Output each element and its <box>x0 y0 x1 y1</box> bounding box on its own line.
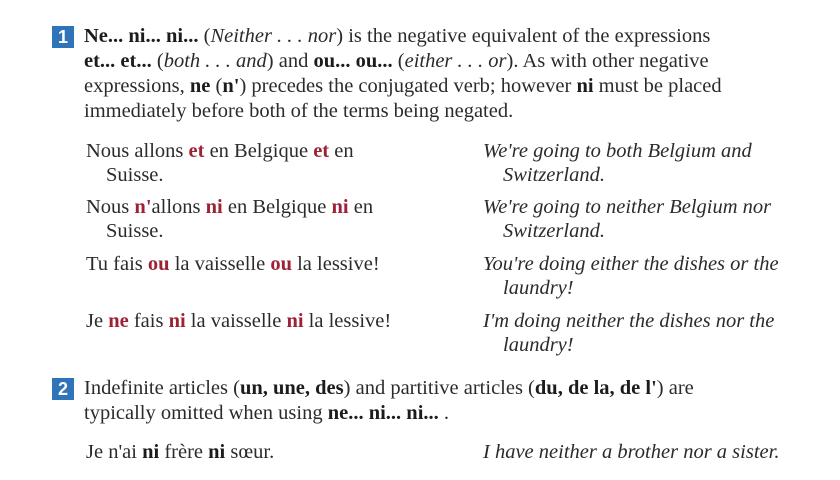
text-segment: frère <box>159 441 209 463</box>
highlighted-negation: et <box>313 140 330 162</box>
text-segment: allons <box>151 196 206 218</box>
text-segment: en <box>329 140 354 162</box>
highlighted-negation: n' <box>134 196 152 218</box>
text-segment: typically omitted when using <box>84 402 328 424</box>
intro-line <box>84 376 829 401</box>
text-segment: fais <box>128 310 169 332</box>
text-segment: Nous allons <box>86 140 189 162</box>
translation-line: We're going to both Belgium and <box>483 140 752 162</box>
translation-line: laundry! <box>503 277 574 299</box>
bold-term: Ne... ni... ni... <box>84 25 199 47</box>
highlighted-negation: ne <box>108 310 129 332</box>
example-line <box>86 309 466 333</box>
italic-gloss: Neither . . . nor <box>210 25 337 47</box>
english-translation <box>483 195 833 243</box>
text-segment: ( <box>210 75 223 97</box>
bold-term: du, de la, de l' <box>534 377 657 399</box>
text-segment: ) and <box>266 50 314 72</box>
highlighted-negation: ou <box>147 253 170 275</box>
translation-line: You're doing either the dishes or the <box>483 253 779 275</box>
french-example <box>86 252 466 276</box>
text-segment: ) are <box>656 377 694 399</box>
text-segment: Tu fais <box>86 253 148 275</box>
text-segment: . <box>438 402 450 424</box>
text-segment: ) and partitive articles ( <box>343 377 535 399</box>
text-segment: en <box>348 196 374 218</box>
text-segment: ( <box>392 50 405 72</box>
intro-line <box>84 49 829 74</box>
example-line <box>86 252 466 276</box>
text-segment: Suisse. <box>106 164 164 186</box>
translation-line: Switzerland. <box>503 220 605 242</box>
intro-line <box>84 99 829 124</box>
text-segment: ). As with other negative <box>506 50 709 72</box>
text-segment: ) precedes the conjugated verb; however <box>239 75 577 97</box>
italic-gloss: both . . . and <box>163 50 267 72</box>
english-translation <box>483 139 833 187</box>
text-segment: la lessive! <box>303 310 392 332</box>
text-segment: Nous <box>86 196 135 218</box>
highlighted-negation: ni <box>168 310 186 332</box>
section-2-explanation <box>84 376 829 426</box>
bold-term: ni <box>576 75 594 97</box>
intro-line <box>84 401 829 426</box>
english-translation <box>483 309 833 357</box>
example-line <box>86 440 466 464</box>
bold-term: ou... ou... <box>313 50 393 72</box>
example-line <box>86 219 466 243</box>
translation-line: We're going to neither Belgium nor <box>483 196 772 218</box>
text-segment: la lessive! <box>291 253 380 275</box>
text-segment: immediately before both of the terms being negated. <box>84 100 514 122</box>
text-segment: Suisse. <box>106 220 164 242</box>
example-line <box>86 195 466 219</box>
translation-line: I'm doing neither the dishes nor the <box>483 310 775 332</box>
text-segment: ( <box>151 50 164 72</box>
translation-line: laundry! <box>503 334 574 356</box>
french-example <box>86 309 466 333</box>
text-segment: Je <box>86 310 109 332</box>
text-segment: sœur. <box>225 441 275 463</box>
highlighted-negation: et <box>188 140 205 162</box>
bold-term: un, une, des <box>239 377 344 399</box>
english-translation <box>483 252 833 300</box>
intro-line <box>84 74 829 99</box>
bold-term: ne <box>189 75 211 97</box>
translation-line: I have neither a brother nor a sister. <box>483 441 780 463</box>
text-segment: la vaisselle <box>185 310 287 332</box>
bold-term: ni <box>208 441 226 463</box>
text-segment: en Belgique <box>204 140 314 162</box>
text-segment: la vaisselle <box>169 253 271 275</box>
highlighted-negation: ni <box>205 196 223 218</box>
highlighted-negation: ou <box>270 253 292 275</box>
french-example <box>86 440 466 464</box>
text-segment: ) is the negative equivalent of the expressions <box>336 25 711 47</box>
text-segment: expressions, <box>84 75 190 97</box>
bold-term: n' <box>222 75 240 97</box>
text-segment: Indefinite articles ( <box>84 377 240 399</box>
english-translation <box>483 440 833 464</box>
bold-term: et... et... <box>84 50 152 72</box>
translation-line: Switzerland. <box>503 164 605 186</box>
text-segment: Je n'ai <box>86 441 143 463</box>
example-line <box>86 163 466 187</box>
example-line <box>86 139 466 163</box>
text-segment: en Belgique <box>222 196 332 218</box>
bold-term: ni <box>142 441 160 463</box>
highlighted-negation: ni <box>331 196 349 218</box>
section-1-explanation <box>84 24 829 124</box>
highlighted-negation: ni <box>286 310 304 332</box>
bold-term: ne... ni... ni... <box>327 402 439 424</box>
french-example <box>86 195 466 243</box>
italic-gloss: either . . . or <box>404 50 507 72</box>
text-segment: must be placed <box>593 75 722 97</box>
section-number-badge: 1 <box>52 26 74 48</box>
text-segment: ( <box>198 25 211 47</box>
french-example <box>86 139 466 187</box>
intro-line <box>84 24 829 49</box>
section-number-badge: 2 <box>52 378 74 400</box>
